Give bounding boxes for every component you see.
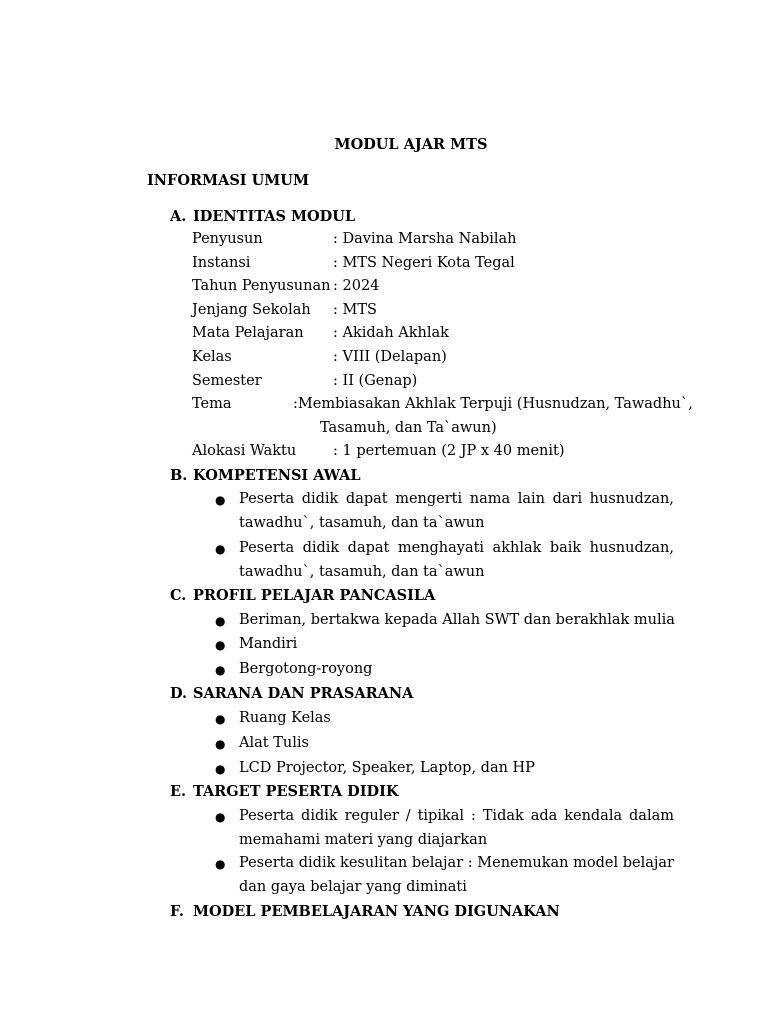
identity-label: Mata Pelajaran	[192, 325, 304, 341]
bullet-icon: ●	[215, 857, 226, 871]
identity-value: : VIII (Delapan)	[333, 349, 447, 365]
document-title: MODUL AJAR MTS	[334, 136, 488, 153]
bullet-icon: ●	[215, 663, 226, 677]
bullet-icon: ●	[215, 638, 226, 652]
identity-value: : II (Genap)	[333, 373, 418, 389]
section-e-letter: E.	[170, 783, 187, 800]
list-item: Peserta didik dapat menghayati akhlak baik husnudzan,	[239, 540, 674, 556]
section-b-heading	[170, 467, 361, 484]
section-d-title: SARANA DAN PRASARANA	[193, 685, 414, 702]
identity-value: : Akidah Akhlak	[333, 325, 449, 341]
bullet-icon: ●	[215, 737, 226, 751]
bullet-icon: ●	[215, 762, 226, 776]
section-a-heading	[170, 208, 355, 225]
section-f-title: MODEL PEMBELAJARAN YANG DIGUNAKAN	[193, 903, 560, 920]
section-a-title: IDENTITAS MODUL	[193, 208, 356, 225]
identity-label: Alokasi Waktu	[192, 443, 297, 459]
identity-label: Jenjang Sekolah	[192, 302, 311, 318]
section-f-letter: F.	[170, 903, 184, 920]
section-d-letter: D.	[170, 685, 188, 702]
identity-label: Instansi	[192, 255, 251, 271]
bullet-icon: ●	[215, 542, 226, 556]
section-e-heading	[170, 783, 398, 800]
identity-label: Tahun Penyusunan	[192, 278, 331, 294]
list-item: Bergotong-royong	[239, 661, 373, 677]
identity-value: : MTS	[333, 302, 377, 318]
identity-label: Penyusun	[192, 231, 263, 247]
list-item: Alat Tulis	[239, 735, 309, 751]
list-item: Mandiri	[239, 636, 298, 652]
bullet-icon: ●	[215, 493, 226, 507]
bullet-icon: ●	[215, 614, 226, 628]
identity-value: : 1 pertemuan (2 JP x 40 menit)	[333, 443, 565, 459]
identity-value: : MTS Negeri Kota Tegal	[333, 255, 515, 271]
section-c-letter: C.	[170, 587, 187, 604]
identity-value: : 2024	[333, 278, 380, 294]
identity-label: Kelas	[192, 349, 232, 365]
section-a-letter: A.	[170, 208, 187, 225]
identity-value: : Davina Marsha Nabilah	[333, 231, 517, 247]
section-d-heading	[170, 685, 413, 702]
list-item: LCD Projector, Speaker, Laptop, dan HP	[239, 760, 535, 776]
list-item-continued: memahami materi yang diajarkan	[239, 832, 488, 848]
section-heading-informasi-umum: INFORMASI UMUM	[147, 172, 310, 189]
section-c-heading	[170, 587, 435, 604]
section-e-title: TARGET PESERTA DIDIK	[193, 783, 399, 800]
identity-label: Semester	[192, 373, 262, 389]
list-item: Beriman, bertakwa kepada Allah SWT dan berakhlak mulia	[239, 612, 675, 628]
identity-value-continued: Tasamuh, dan Ta`awun)	[320, 420, 497, 436]
section-f-heading	[170, 903, 560, 920]
list-item: Peserta didik reguler / tipikal : Tidak ada kendala dalam	[239, 808, 674, 824]
identity-value: :Membiasakan Akhlak Terpuji (Husnudzan, Tawadhu`,	[293, 396, 693, 412]
section-b-letter: B.	[170, 467, 188, 484]
list-item: Ruang Kelas	[239, 710, 331, 726]
bullet-icon: ●	[215, 712, 226, 726]
list-item: Peserta didik kesulitan belajar : Menemukan model belajar	[239, 855, 674, 871]
section-b-title: KOMPETENSI AWAL	[193, 467, 361, 484]
list-item: Peserta didik dapat mengerti nama lain dari husnudzan,	[239, 491, 674, 507]
list-item-continued: tawadhu`, tasamuh, dan ta`awun	[239, 564, 485, 580]
list-item-continued: tawadhu`, tasamuh, dan ta`awun	[239, 515, 485, 531]
section-c-title: PROFIL PELAJAR PANCASILA	[193, 587, 436, 604]
bullet-icon: ●	[215, 810, 226, 824]
identity-label: Tema	[192, 396, 232, 412]
list-item-continued: dan gaya belajar yang diminati	[239, 879, 467, 895]
